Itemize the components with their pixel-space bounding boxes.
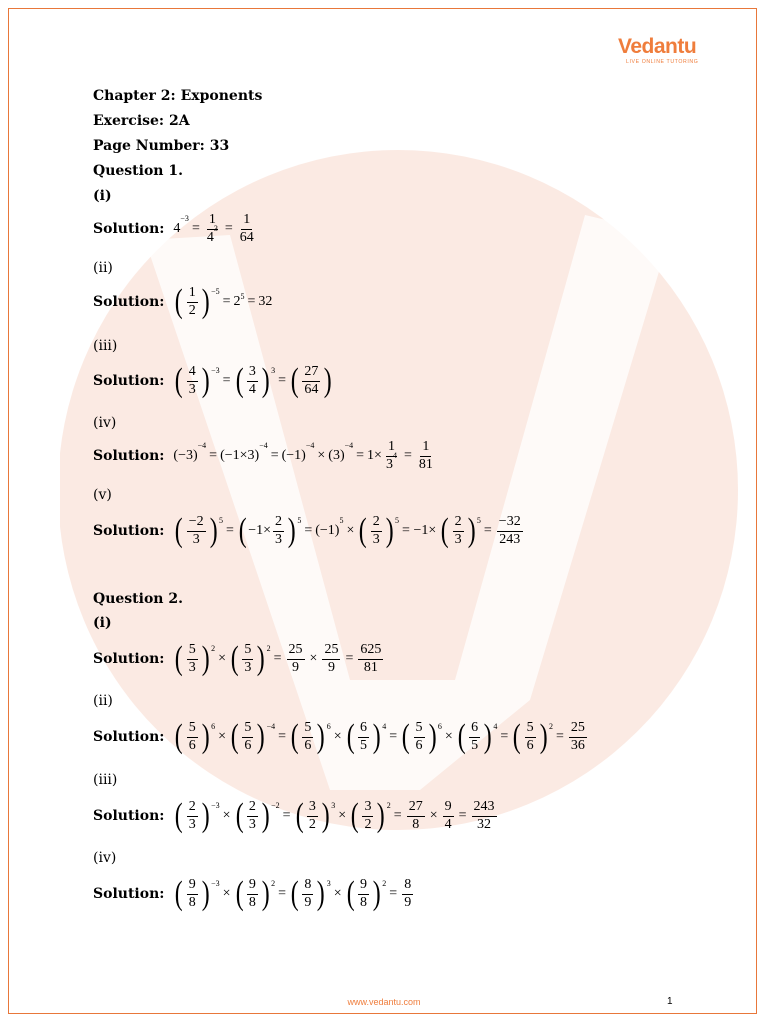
- question-2-title: Question 2.: [93, 591, 183, 607]
- vedantu-logo[interactable]: [618, 36, 708, 65]
- q1-solution-i: [93, 213, 258, 245]
- q2-part-ii-label: (ii): [93, 693, 113, 709]
- q1-solution-ii: Solution: ( $\frac{1}{2}$ ) −5 = 2 5 = 32: [93, 283, 273, 320]
- q2-solution-iii: Solution: ( $\frac{2}{3}$ ) −3 × ( $\frac{2}{3}$ ) −2 = ( $\frac{3}{2}$ ) 3 × ( $\frac{3}{2}$ ) 2 = $\frac{27}{8}$ × $\frac{9}{4}$ = $\frac{243}{32}$: [93, 799, 499, 833]
- expression: ( $\frac{5}{3}$ ) 2 × ( $\frac{5}{3}$ ) 2 = $\frac{25}{9}$ × $\frac{25}{9}$ = $\frac{625}{81}$: [175, 640, 382, 677]
- logo-wordmark: Vedantu: [618, 35, 697, 58]
- q2-solution-i: Solution: ( $\frac{5}{3}$ ) 2 × ( $\frac{5}{3}$ ) 2 = $\frac{25}{9}$ × $\frac{25}{9}$ = $\frac{625}{81}$: [93, 642, 385, 676]
- q1-part-ii-label: (ii): [93, 260, 113, 276]
- expression: ( $\frac{9}{8}$ ) −3 × ( $\frac{9}{8}$ ) 2 = ( $\frac{8}{9}$ ) 3 × ( $\frac{9}{8}$ ) 2 = $\frac{8}{9}$: [175, 875, 412, 912]
- logo-tagline: LIVE ONLINE TUTORING: [626, 59, 699, 65]
- q1-part-i-label: (i): [93, 188, 112, 204]
- q1-part-iii-label: (iii): [93, 338, 118, 354]
- q2-part-iv-label: (iv): [93, 850, 117, 866]
- q2-solution-iv: Solution: ( $\frac{9}{8}$ ) −3 × ( $\frac{9}{8}$ ) 2 = ( $\frac{8}{9}$ ) 3 × ( $\frac{9}{8}$ ) 2 = $\frac{8}{9}$: [93, 877, 415, 911]
- q2-part-iii-label: (iii): [93, 772, 118, 788]
- expression: ( $\frac{4}{3}$ ) −3 = ( $\frac{3}{4}$ ) 3 = ( $\frac{27}{64}$ ): [175, 362, 333, 399]
- expression: (−3) −4 = (−1×3) −4 = (−1) −4 × (3) −4 = 1× $\frac{1}{34}$ = $\frac{1}{81}$: [173, 439, 433, 472]
- q2-part-i-label: (i): [93, 615, 112, 631]
- expression: 4 −3 = $\frac{1}{43}$ = $\frac{1}{64}$: [173, 212, 254, 245]
- expression: ( $\frac{2}{3}$ ) −3 × ( $\frac{2}{3}$ ) −2 = ( $\frac{3}{2}$ ) 3 × ( $\frac{3}{2}$ ) 2 = $\frac{27}{8}$ × $\frac{9}{4}$ = $\frac{243}{32}$: [175, 797, 495, 834]
- q1-part-v-label: (v): [93, 487, 112, 503]
- q1-part-iv-label: (iv): [93, 415, 117, 431]
- expression: ( $\frac{1}{2}$ ) −5 = 2 5 = 32: [175, 283, 273, 320]
- solution-label: Solution:: [93, 221, 165, 238]
- page-number-label: Page Number: 33: [93, 138, 230, 154]
- exercise-title: Exercise: 2A: [93, 113, 190, 129]
- chapter-title: Chapter 2: Exponents: [93, 88, 263, 104]
- question-1-title: Question 1.: [93, 163, 183, 179]
- q1-solution-iii: Solution: ( $\frac{4}{3}$ ) −3 = ( $\frac{3}{4}$ ) 3 = ( $\frac{27}{64}$ ): [93, 362, 333, 399]
- page-number: 1: [667, 996, 673, 1007]
- expression: ( $\frac{5}{6}$ ) 6 × ( $\frac{5}{6}$ ) −4 = ( $\frac{5}{6}$ ) 6 × ( $\frac{6}{5}$ ) 4 = ( $\frac{5}{6}$ ) 6 × ( $\frac{6}{5}$ ) 4 = ( $\frac{5}{6}$ ) 2 = $\frac{25}{36}$: [175, 718, 585, 755]
- q1-solution-iv: Solution: (−3) −4 = (−1×3) −4 = (−1) −4 × (3) −4 = 1× $\frac{1}{34}$ = $\frac{1}{81}$: [93, 440, 437, 472]
- q1-solution-v: Solution: ( $\frac{-2}{3}$ ) 5 = ( −1× $\frac{2}{3}$ ) 5 = (−1) 5 × ( $\frac{2}{3}$ ) 5 = −1× ( $\frac{2}{3}$ ) 5 = $\frac{-32}{243}$: [93, 514, 525, 548]
- footer-website-link[interactable]: www.vedantu.com: [347, 997, 421, 1007]
- expression: ( $\frac{-2}{3}$ ) 5 = ( −1× $\frac{2}{3}$ ) 5 = (−1) 5 × ( $\frac{2}{3}$ ) 5 = −1× ( $\frac{2}{3}$ ) 5 = $\frac{-32}{243}$: [175, 512, 521, 549]
- q2-solution-ii: Solution: ( $\frac{5}{6}$ ) 6 × ( $\frac{5}{6}$ ) −4 = ( $\frac{5}{6}$ ) 6 × ( $\frac{6}{5}$ ) 4 = ( $\frac{5}{6}$ ) 6 × ( $\frac{6}{5}$ ) 4 = ( $\frac{5}{6}$ ) 2 = $\frac{25}{36}$: [93, 720, 589, 754]
